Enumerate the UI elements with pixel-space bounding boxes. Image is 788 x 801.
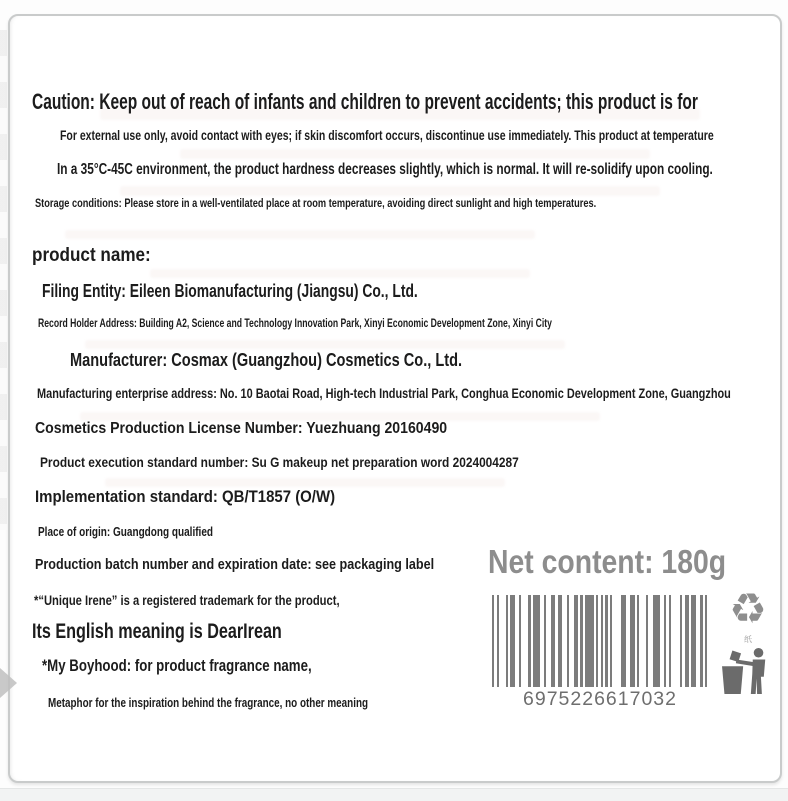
barcode-number: 6975226617032 xyxy=(523,688,677,710)
recycle-material-label: 纸 xyxy=(744,635,752,644)
record-holder-address: Record Holder Address: Building A2, Science and Technology Innovation Park, Xinyi Economic Development Zone, Xinyi City xyxy=(38,318,552,330)
place-of-origin: Place of origin: Guangdong qualified xyxy=(38,525,213,539)
ghost-artifact xyxy=(120,186,660,196)
production-license-number: Cosmetics Production License Number: Yuezhuang 20160490 xyxy=(35,420,448,437)
fragrance-name-note: *My Boyhood: for product fragrance name, xyxy=(42,656,312,675)
temperature-note: In a 35°C-45C environment, the product hardness decreases slightly, which is normal. It will re-solidify upon cooling. xyxy=(57,161,713,178)
storage-conditions: Storage conditions: Please store in a well-ventilated place at room temperature, avoiding direct sunlight and high temperatures. xyxy=(35,196,597,210)
implementation-standard: Implementation standard: QB/T1857 (O/W) xyxy=(35,487,336,506)
manufacturing-address: Manufacturing enterprise address: No. 10 Baotai Road, High-tech Industrial Park, Conghua Economic Development Zone, Guangzhou xyxy=(37,386,731,401)
label-card xyxy=(8,14,782,783)
ghost-artifact xyxy=(150,269,530,278)
manufacturer: Manufacturer: Cosmax (Guangzhou) Cosmetics Co., Ltd. xyxy=(70,350,463,370)
trademark-note: *“Unique Irene” is a registered trademark for the product, xyxy=(34,592,340,608)
ghost-artifact xyxy=(65,230,535,239)
ghost-artifact xyxy=(85,340,565,349)
page-curl-artifact xyxy=(0,668,17,698)
external-use-note: For external use only, avoid contact with eyes; if skin discomfort occurs, discontinue use immediately. This product at temperature xyxy=(60,127,714,143)
net-content: Net content: 180g xyxy=(488,543,727,580)
filing-entity: Filing Entity: Eileen Biomanufacturing (Jiangsu) Co., Ltd. xyxy=(42,281,418,301)
background-strip xyxy=(0,788,788,801)
execution-standard-number: Product execution standard number: Su G makeup net preparation word 2024004287 xyxy=(40,454,519,470)
fragrance-metaphor-note: Metaphor for the inspiration behind the fragrance, no other meaning xyxy=(48,695,369,710)
english-meaning-note: Its English meaning is DearIrean xyxy=(32,620,282,643)
ghost-artifact xyxy=(180,149,650,159)
product-name-label: product name: xyxy=(32,245,151,266)
batch-expiration-note: Production batch number and expiration date: see packaging label xyxy=(35,556,435,573)
recycle-icon: ♻ xyxy=(729,585,767,632)
barcode xyxy=(492,595,708,687)
ghost-artifact xyxy=(105,478,505,487)
paper-edge-artifact xyxy=(0,30,7,530)
caution-heading: Caution: Keep out of reach of infants and children to prevent accidents; this product is for xyxy=(32,89,698,114)
tidyman-icon xyxy=(720,647,774,700)
